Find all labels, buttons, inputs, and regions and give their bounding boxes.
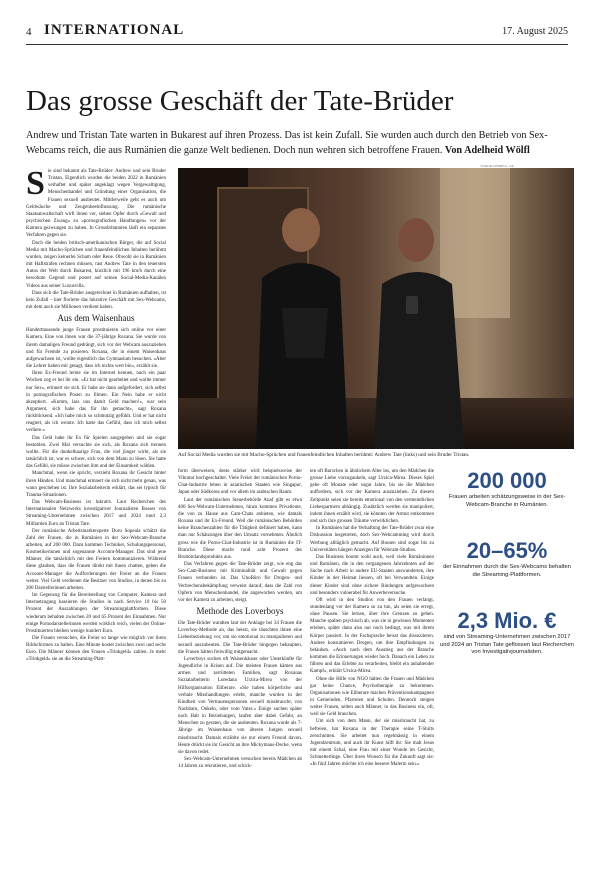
stat-text: sind von Streaming-Unternehmen zwischen 2017 und 2024 an Tristan Tate geflossen laut Recherchen von Investigativjournalisten. [440, 634, 574, 655]
paragraph: Ihren Ex-Freund lernte sie im Internet kennen, nach ein paar Wochen zog er bei ihr ein. «Er hat nicht gearbeitet und wollte immer nur Sex», erinnert sie sich. Er habe sie dann aufgefordert, sich selbst in pornografischen Posen zu filmen. Ein Nein habe er nicht akzeptiert. «Komm, lass uns damit Geld machen!», war sein Argument, sich habe das für ihn gemacht», sagt Roxana rückblickend. «Ich habe mich so schmutzig gefühlt. Und er hat nicht reagiert, als ich weinte. Ich hatte das Gefühl, dass ich mich selbst verliere.» [26, 371, 166, 434]
paragraph: Manchmal, wenn sie spricht, verzieht Roxana ihr Gesicht hinter ihren Händen. Und manchmal erinnert sie sich nicht mehr genau, was wann geschehen ist. Ihre Sozialarbeiterin erklärt, das sei typisch für Trauma-Situationen. [26, 471, 166, 498]
stat-box-1 [440, 468, 574, 509]
stat-text: der Einnahmen durch die Sex-Webcams behalten die Streaming-Plattformen. [443, 564, 571, 578]
teaser-text: Andrew und Tristan Tate warten in Bukarest auf ihren Prozess. Das ist kein Zufall. Sie wurden auch durch den Betrieb von Sex-Webcams reich, die aus Rumänien die ganze Welt bedienen. Doch nun wehren sich betroffene Frauen. [26, 130, 548, 156]
paragraph: Um sich von dem Mann, der sie missbraucht hat, zu befreien, hat Roxana in der Therapie seine T-Shirts zerschnitten. Sie arbeitet nun regelmässig in einem Jugendzentrum, und auch ihr Kunst hilft ihr: Sie malt Jesus mit einem Schal, eine Frau mit einer Wunde im Gesicht, Schmetterlinge. Über ihren Wunsch für die Zukunft sagt sie: «In fünf Jahren möchte ich eine bessere Malerin sein.» [310, 719, 434, 768]
paragraph: Ohne die Hilfe von NGO hätten die Frauen und Mädchen gar keine Chance, Psychotherapie zu bekommen. Organisationen wie Eliberare machen Präventionskampagnen in Gemeinden, Pfarreien und Schulen. Dennoch steigen weiter Frauen, selten auch Männer, in das Business ein, oft, weil sie Geld brauchen. [310, 676, 434, 718]
column-3 [310, 468, 434, 872]
stat-value: 2,3 Mio. € [457, 608, 557, 633]
paragraph: ie sind bekannt als Tate-Brüder: Andrew und sein Bruder Tristan. Eigentlich wurden die beiden 2022 in Rumänien verhaftet und später angeklagt wegen Vergewaltigung, Menschenhandel und Gründung einer Organisation, die Frauen sexuell ausbeutet. Mittlerweile geht es auch um Geldwäsche und Zeugenbeeinflussung. Die rumänische Staatsanwaltschaft wirft ihnen vor, sieben Opfer durch «Gewalt und psychischen Zwang» zu «pornografischen Handlungen» vor der Kamera gezwungen zu haben. In Grossbritannien läuft ein separates Verfahren gegen sie. [26, 169, 166, 239]
paragraph: Im Gegenzug für die Bereitstellung von Computer, Kamera und Internetzugang kassieren die Studios in nach Service 10 bis 50 Prozent der Auszahlungen der Streamingplattformen. Diese wiederum behalten zwischen 20 und 65 Prozent der Einnahmen. Nur einige Pornodarstellerinnen werden wirklich reich, vielen der Online-Prostituierten bleiben wenige hundert Euro. [26, 593, 166, 634]
paragraph: Das Business boomt wohl auch, weil viele Rumäninnen und Rumänen, die in den vergangenen Jahrzehnten auf der Suche nach Arbeit in andere EU-Staaten auswanderten, ihre Kinder in der Heimat liessen, oft bei Verwandten. Einige dieser Kinder sind ohne sichere Bindungen aufgewachsen und besonders vulnerabel für Anwerbeversuche. [310, 554, 434, 596]
column-1 [26, 168, 166, 872]
paragraph: Der rumänische Arbeitsmarktexperte Doru Sopeala schätzt die Zahl der Frauen, die in Rumänien in der Sex-Webcam-Branche arbeiten, auf 200 000. Dazu kommen Techniker, Schulungspersonal, Kosmetikerinnen und sogenannte Account-Manager. Das sind jene Männer, die tatsächlich mit den Freiern kommunizieren. Während diese glauben, dass die Frauen direkt mit ihnen chatten, geben die Account-Manager die Aufforderungen der Freier an die Frauen weiter. Viel Geld verdienen die Besitzer von Studios, in denen bis zu 200 Darstellerinnen arbeiten. [26, 528, 166, 591]
column-2 [178, 468, 302, 872]
paragraph: ten oft Burschen in ähnlichem Alter los, um den Mädchen die grosse Liebe vorzugaukeln, sagt Urzica-Mirea. Dieses Spiel gehe oft Monate oder sogar Jahre, bis sie die Mädchen auffordern, sich vor der Kamera auszuziehen. Zu diesem Zeitpunkt seien sie bereits emotional von den vermeintlichen Liebespartnern abhängig. Zusätzlich werden sie manipuliert, indem ihnen erzählt wird, sie könnten der Armut entkommen und sich ihre grossen Träume verwirklichen. [310, 469, 434, 525]
issue-date: 17. August 2025 [502, 26, 568, 37]
paragraph: In Rumänien hat die Verhaftung der Tate-Brüder zwar eine Diskussion losgetreten, doch Sex-Webcamming wird durch Werbung alltäglich gemacht. Auf Bussen sind sogar bis zu Universitäten hängen Anzeigen für Webcam-Studios. [310, 526, 434, 553]
paragraph: Das Verfahren gegen die Tate-Brüder zeigt, wie eng das Sex-Cam-Business mit Kriminalität und Gewalt gegen Frauen verbunden ist. Das UnoBüro für Drogen- und Verbrechensbekämpfung verweist darauf, dass die Zahl von Opfern von Menschenhandel, die angeworben werden, um vor der Kamera zu arbeiten, steigt. [178, 562, 302, 603]
stat-text: Frauen arbeiten schätzungsweise in der Sex-Webcam-Branche in Rumänien. [448, 494, 566, 508]
tate-brothers-photo [178, 168, 574, 449]
paragraph: Sex-Webcam-Unternehmen versuchen bereits Mädchen ab 14 Jahren zu rekrutieren, und schick- [178, 757, 302, 770]
stat-box-3 [440, 608, 574, 657]
section-title: INTERNATIONAL [44, 22, 185, 38]
paragraph: form überweisen, desto stärker wird beispielsweise der Vibrator hochgeschaltet. Viele Freier der rumänischen Porno-Chat-Industrie leben in asiatischen Staaten wie Singapur, Japan oder Südkorea und vor allem im arabischen Raum. [178, 469, 302, 496]
page-number: 4 [26, 26, 32, 38]
dropcap: S [26, 168, 45, 202]
stat-box-2 [440, 538, 574, 579]
paragraph: Das Geld habe ihr Ex für Spielen ausgegeben und sie sogar bestohlen. Zwei Mal versuchte sie sich, als Roxana sich trennen wollte. Für die dunkelhaarige Frau, die viel jünger wirkt, als sie tatsächlich ist, war es schwer, sich von dem Mann zu lösen. Sie hatte das Gefühl, sie müsse zwischen ihm und der Einsamkeit wählen. [26, 435, 166, 470]
photo-illustration [178, 168, 574, 449]
paragraph: Loverboys suchen oft Waisenhäuser oder Unterkünfte für Jugendliche in Krisen auf. Die meisten Frauen kämen aus armen und zerrütteten Familien, sagt Roxanas Sozialarbeiterin Loredana Urzica-Mirea von der Hilfsorganisation Eliberare. «Sie haben körperliche und verbale Misshandlungen erlebt, manche wurden in der Kindheit von Vertrauenspersonen sexuell missbraucht, von Nachbarn, Onkeln, oder vom Vater.» Einige suchen später nach Halt in Beziehungen, laufen aber dabei Gefahr, an Menschen zu geraten, die sie ausbeuten. Roxana wurde als 7-Jährige im Waisenhaus von älteren Jungen sexuell missbraucht. Damals erzählte sie nur einem Freund davon. Heute drückt sie ihr Gesicht an ihre Mickymaus-Decke, wenn sie davon redet. [178, 656, 302, 755]
photo-caption: Auf Social Media wurden sie mit Macho-Sprüchen und frauenfeindlichen Inhalten berühmt: Andrew Tate (links) und sein Bruder Tristan. [178, 452, 470, 458]
paragraph: Das Webcam-Business ist lukrativ. Laut Recherchen des Internationalen Netzwerks investigativer Journalisten Bosses von Streaming-Unternehmen zwischen 2017 und 2024 rund 2,3 Milliarden Euro an Tristan Tate. [26, 500, 166, 527]
paragraph: Doch die beiden britisch-amerikanischen Bürger, die auf Social Media mit Macho-Sprüchen und frauenfeindlichen Inhalten berühmt wurden, zeigen keinerlei Scham oder Reue. Obwohl sie in Rumänien mit Haftstrafen rechnen müssen, rast Andrew Tate in den teuersten Autos der Welt durch Bukarest, kürzlich mit 196 km/h durch eine bewohnte Gegend und postet auf seinen Social-Media-Kanälen Videos aus seiner Luxusvilla. [26, 240, 166, 289]
author-byline: Von Adelheid Wölfl [444, 145, 530, 156]
stat-value: 20–65% [466, 538, 548, 563]
subheading-loverboy: Methode des Loverboys [196, 605, 284, 616]
paragraph: Oft wird in den Studios von den Frauen verlangt, stundenlang vor der Kamera so zu tun, als seien sie erregt, ohne Pausen. Sie lernen, über ihre Grenzen zu gehen. Manche spalten psychisch ab, was sie in gewissen Momenten erleben, später dann also nur noch bedingt, was mit ihrem Körper passiert. In der Fachsprache heisst das dissoziieren. Andere konsumieren Drogen, um ihre Empfindungen zu betäuben. «Auch nach dem Ausstieg aus der Branche kommen die Erinnerungen wieder hoch. Danach ein Leben zu führen und das Erlebte zu verarbeiten, bleibt ein anhaltender Kampf», erklärt Urzica-Mirea. [310, 597, 434, 675]
paragraph: Die Frauen versuchen, die Freier so lange wie möglich vor ihren Bildschirmen zu halten. Eine Minute kostet zwischen zwei und sechs Euro. Die Männer können den Frauen «Trinkgeld» zahlen. Je mehr «Trinkgeld» sie an die Streaming-Platt- [26, 636, 166, 663]
stat-value: 200 000 [467, 468, 547, 493]
teaser [26, 128, 574, 158]
paragraph: Laut der rumänischen Steuerbehörde Anaf gibt es etwa 400 Sex-Webcam-Unternehmen, hinzu kommen Privatleute, die von zu Hause aus Cam-Chats anbieten, wie damals Roxana und ihr Ex-Freund. Weil die rumänischen Behörden keine Branchenzahlen für die Tätigkeit definiert haben, kann man nur Schätzungen über den Umsatz vornehmen. Ähnlich gross wie die Porno-Chat-Industrie ist in Rumänien die IT-Branche. Diese macht rund acht Prozent des Bruttoinlandsprodukts aus. [178, 497, 302, 560]
paragraph: Hunderttausende junge Frauen prostituieren sich online vor einer Kamera. Eine von ihnen war die 37-jährige Roxana. Sie wurde von ihrem damaligen Freund gedrängt, sich vor der Webcam auszuziehen und für Fremde zu posieren. Roxana, die in einem Waisenhaus aufgewachsen ist, wollte eigentlich das Gymnasium besuchen. «Aber die Lehrer haben mir gesagt, dass ich nichts wert bin», erzählt sie. [26, 328, 166, 370]
paragraph: Dass sich die Tate-Brüder ausgerechnet in Rumänien aufhalten, ist kein Zufall – hier florierte das lukrative Geschäft mit Sex-Webcams, mit dem auch sie Millionen verdient haben. [26, 290, 166, 310]
headline: Das grosse Geschäft der Tate-Brüder [26, 85, 454, 117]
header-rule [26, 44, 568, 45]
subheading-orphanage: Aus dem Waisenhaus [57, 313, 135, 324]
paragraph: Die Tate-Brüder wandten laut der Anklage bei 34 Frauen die Loverboy-Methode an, das heisst, sie täuschten ihnen eine Liebesbeziehung vor, um sie emotional zu manipulieren und sexuell auszubeuten. Die Tate-Brüder hingegen behaupten, die Frauen hätten freiwillig mitgemacht. [178, 621, 302, 655]
photo-credit: TODOR GEBREA / AP [480, 164, 514, 168]
